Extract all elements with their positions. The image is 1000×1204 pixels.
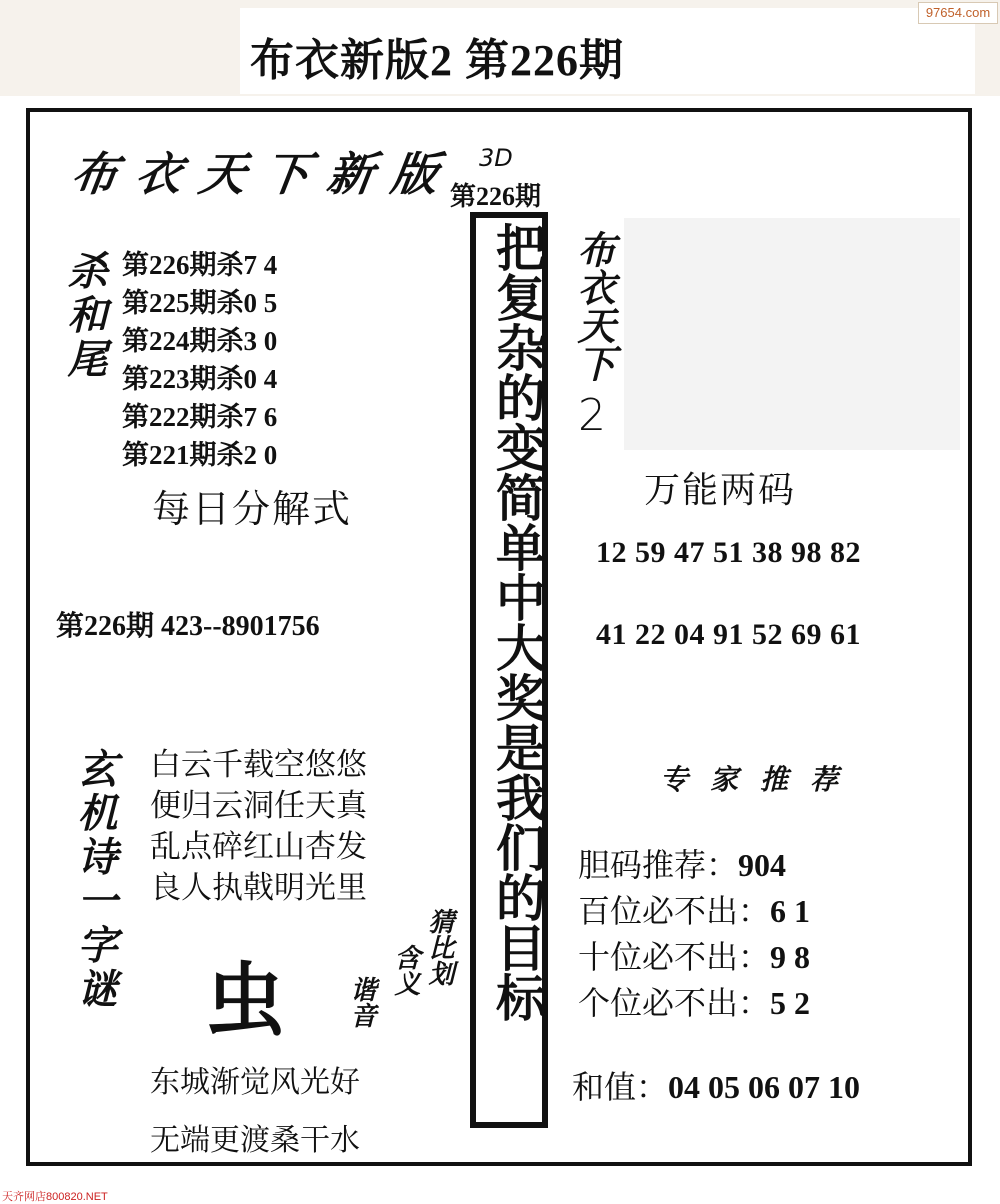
sum-line	[572, 1062, 860, 1108]
item-label: 十位必不出：	[578, 939, 771, 975]
list-item	[578, 842, 810, 888]
poem-line: 良人执戟明光里	[150, 870, 367, 905]
sum-label: 和值：	[572, 1069, 669, 1105]
wanneng-title: 万能两码	[644, 470, 797, 511]
issue-label: 第226期	[450, 182, 542, 211]
kill-tail-list	[122, 246, 277, 474]
riddle-tail	[150, 1054, 360, 1170]
slogan-text: 把复杂的变简单中大奖是我们的目标	[489, 222, 545, 1022]
list-item: 第224期杀3 0	[122, 326, 278, 356]
poem-line: 便归云洞任天真	[150, 788, 367, 823]
brand-vertical-number: 2	[578, 390, 606, 441]
poem-line: 白云千载空悠悠	[150, 747, 367, 782]
item-label: 个位必不出：	[578, 985, 771, 1021]
poem-line: 乱点碎红山杏发	[150, 829, 367, 864]
poem-line: 东城渐觉风光好	[150, 1066, 360, 1099]
wanneng-row: 12 59 47 51 38 98 82	[596, 536, 861, 569]
hint-text: 猜比划	[425, 908, 454, 986]
sum-value: 04 05 06 07 10	[668, 1069, 861, 1105]
image-placeholder	[624, 218, 960, 450]
list-item: 第225期杀0 5	[122, 288, 278, 318]
list-item	[578, 888, 810, 934]
daily-code: 423--8901756	[161, 611, 320, 642]
expert-title: 专家推荐	[660, 765, 861, 796]
expert-list	[578, 842, 810, 1026]
riddle-label: 玄机诗一字谜	[72, 748, 117, 1012]
kill-tail-label: 杀和尾	[62, 250, 107, 382]
daily-title: 每日分解式	[152, 487, 353, 531]
riddle-answer: 虫	[205, 958, 285, 1046]
wanneng-row: 41 22 04 91 52 69 61	[596, 618, 861, 651]
poem-line: 无端更渡桑干水	[150, 1124, 360, 1157]
riddle-poem	[150, 744, 367, 908]
list-item: 第222期杀7 6	[122, 402, 278, 432]
brand-title: 布衣天下新版	[67, 149, 460, 200]
item-value: 9 8	[770, 939, 811, 975]
hint-text: 含义	[391, 944, 420, 996]
brand-vertical: 布衣天下	[571, 230, 613, 382]
page-title: 布衣新版2 第226期	[250, 36, 624, 85]
site-badge[interactable]: 97654.com	[918, 2, 998, 24]
item-label: 百位必不出：	[578, 893, 771, 929]
daily-line	[56, 604, 320, 644]
footer-watermark: 天齐网店800820.NET	[2, 1191, 108, 1203]
item-value: 5 2	[770, 985, 811, 1021]
item-value: 904	[738, 847, 787, 883]
list-item	[578, 980, 810, 1026]
list-item: 第223期杀0 4	[122, 364, 278, 394]
tag-3d: 3D	[479, 144, 513, 172]
list-item	[578, 934, 810, 980]
hint-text: 谐音	[347, 976, 376, 1028]
daily-issue: 第226期	[56, 611, 155, 642]
item-value: 6 1	[770, 893, 811, 929]
item-label: 胆码推荐：	[578, 847, 739, 883]
list-item: 第221期杀2 0	[122, 440, 278, 470]
list-item: 第226期杀7 4	[122, 250, 278, 280]
